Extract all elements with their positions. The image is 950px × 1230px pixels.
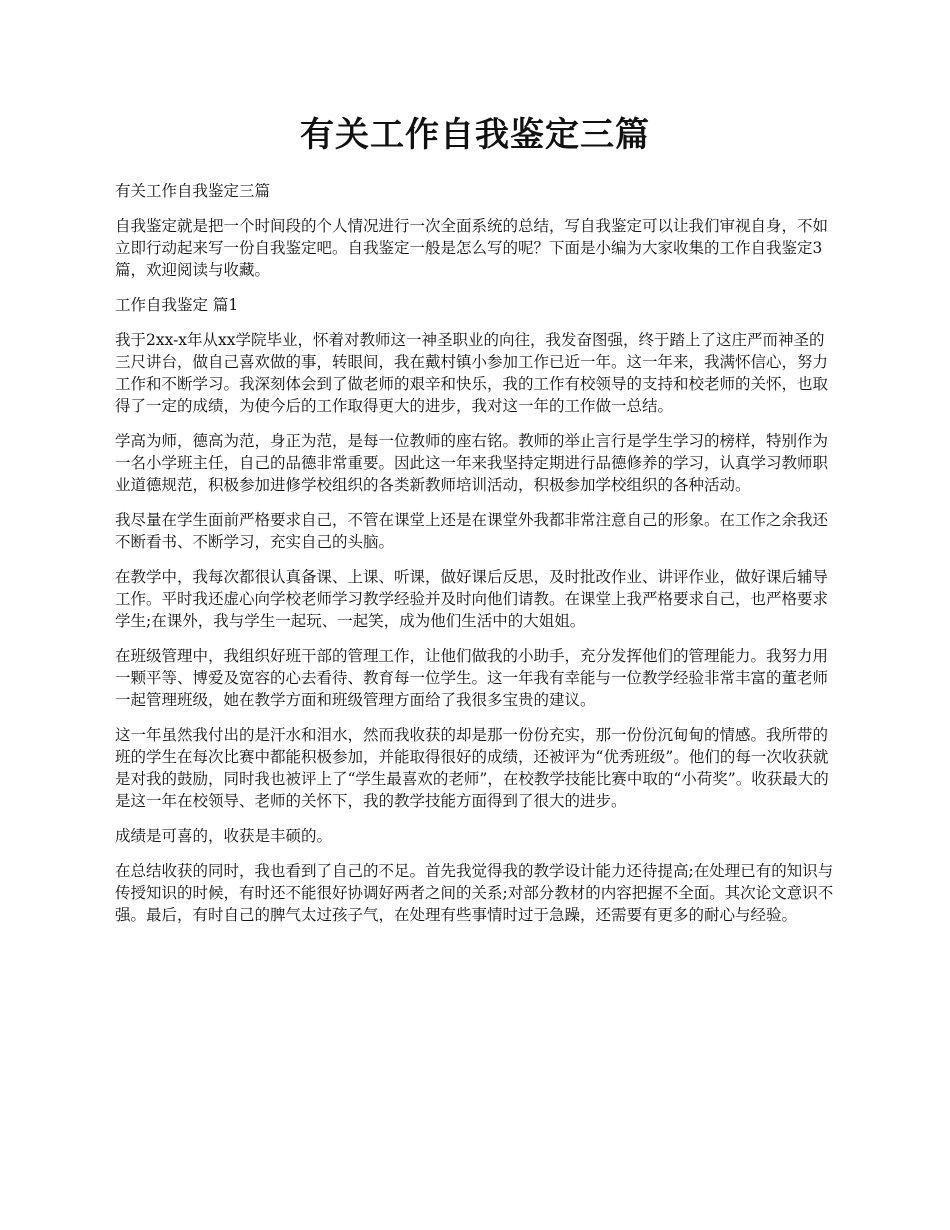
page-title: 有关工作自我鉴定三篇 [300,115,650,155]
body-paragraph: 我尽量在学生面前严格要求自己，不管在课堂上还是在课堂外我都非常注意自己的形象。在工作之余我还不断看书、不断学习，充实自己的头脑。 [115,511,829,551]
body-paragraph: 我于2xx-x年从xx学院毕业，怀着对教师这一神圣职业的向往，我发奋图强，终于踏上了这庄严而神圣的三尺讲台，做自己喜欢做的事，转眼间，我在戴村镇小参加工作已近一年。这一年来，我满怀信心，努力工作和不断学习。我深刻体会到了做老师的艰辛和快乐，我的工作有校领导的支持和校老师的关怀，也取得了一定的成绩，为使今后的工作取得更大的进步，我对这一年的工作做一总结。 [115,331,829,415]
body-paragraph: 学高为师，德高为范，身正为范，是每一位教师的座右铭。教师的举止言行是学生学习的榜样，特别作为一名小学班主任，自己的品德非常重要。因此这一年来我坚持定期进行品德修养的学习，认真学习教师职业道德规范，积极参加进修学校组织的各类新教师培训活动，积极参加学校组织的各种活动。 [115,432,829,494]
section-heading: 工作自我鉴定 篇1 [115,296,239,314]
body-paragraph: 这一年虽然我付出的是汗水和泪水，然而我收获的却是那一份份充实，那一份份沉甸甸的情感。我所带的班的学生在每次比赛中都能积极参加，并能取得很好的成绩，还被评为“优秀班级”。他们的每一次收获就是对我的鼓励，同时我也被评上了“学生最喜欢的老师”，在校教学技能比赛中取的“小荷奖”。收获最大的是这一年在校领导、老师的关怀下，我的教学技能方面得到了很大的进步。 [115,726,829,810]
body-paragraph: 在总结收获的同时，我也看到了自己的不足。首先我觉得我的教学设计能力还待提高;在处理已有的知识与传授知识的时候，有时还不能很好协调好两者之间的关系;对部分教材的内容把握不全面。其次论文意识不强。最后，有时自己的脾气太过孩子气，在处理有些事情时过于急躁，还需要有更多的耐心与经验。 [115,862,834,924]
body-paragraph: 在教学中，我每次都很认真备课、上课、听课，做好课后反思，及时批改作业、讲评作业，做好课后辅导工作。平时我还虚心向学校老师学习教学经验并及时向他们请教。在课堂上我严格要求自己，也严格要求学生;在课外，我与学生一起玩、一起笑，成为他们生活中的大姐姐。 [115,568,829,630]
subtitle-paragraph: 有关工作自我鉴定三篇 [115,182,271,200]
intro-paragraph: 自我鉴定就是把一个时间段的个人情况进行一次全面系统的总结，写自我鉴定可以让我们审视自身，不如立即行动起来写一份自我鉴定吧。自我鉴定一般是怎么写的呢？下面是小编为大家收集的工作自我鉴定3篇，欢迎阅读与收藏。 [115,217,829,279]
body-paragraph: 在班级管理中，我组织好班干部的管理工作，让他们做我的小助手，充分发挥他们的管理能力。我努力用一颗平等、博爱及宽容的心去看待、教育每一位学生。这一年我有幸能与一位教学经验非常丰富的董老师一起管理班级，她在教学方面和班级管理方面给了我很多宝贵的建议。 [115,647,829,709]
document-body [115,180,840,939]
body-paragraph: 成绩是可喜的，收获是丰硕的。 [115,827,333,845]
